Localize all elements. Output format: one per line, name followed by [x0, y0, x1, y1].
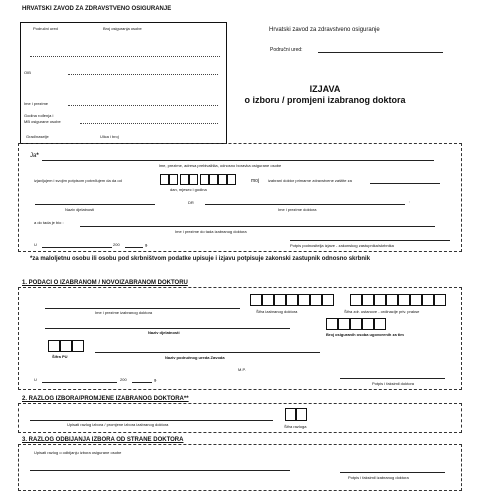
field-razlog-izbora[interactable]	[30, 420, 273, 421]
caption-potpis-3: Potpis i faksimil izabranog doktora	[348, 475, 409, 480]
field-ime[interactable]	[68, 105, 218, 106]
field-oib[interactable]	[68, 74, 218, 75]
insurer-title: HRVATSKI ZAVOD ZA ZDRAVSTVENO OSIGURANJE	[22, 6, 172, 12]
pu-code-cell[interactable]	[48, 340, 60, 352]
label-ulica: Ulica i broj	[100, 134, 119, 139]
section3-title: 3. RAZLOG ODBIJANJA IZBORA OD STRANE DOKTORA	[22, 437, 184, 443]
field-podrucni-ured[interactable]	[318, 52, 443, 53]
field-razlog-odbijanja[interactable]	[30, 470, 290, 471]
caption-naziv-djelatnosti: Naziv djelatnosti	[65, 207, 95, 212]
label-g-1: g.	[154, 377, 158, 382]
insured-count-cell[interactable]	[350, 318, 362, 330]
caption-signature: Potpis podnositelja izjave - zakonskog zastupnika/skrbnika	[290, 243, 394, 248]
field-place[interactable]	[42, 247, 112, 248]
field-naziv-djelatnosti[interactable]	[35, 204, 155, 205]
date-cell[interactable]	[227, 174, 236, 185]
label-izjavljujem: izjavljujem i svojim potpisom potvrđujem da da od	[34, 178, 122, 183]
field-prev-doctor[interactable]	[80, 226, 435, 227]
label-mb: MB osigurane osobe	[24, 119, 61, 124]
field-mb[interactable]	[80, 123, 218, 124]
caption-ime-izabranog: Ime i prezime izabranog doktora	[95, 310, 153, 315]
field-signature-3[interactable]	[340, 472, 445, 473]
date-cell[interactable]	[209, 174, 218, 185]
label-dr: DR	[188, 200, 194, 205]
section1-title: 1. PODACI O IZABRANOM / NOVOIZABRANOM DOKTORU	[22, 280, 188, 286]
field-naziv-ureda[interactable]	[95, 352, 320, 353]
form-subtitle: o izboru / promjeni izabranog doktora	[244, 95, 406, 105]
label-mp: M.P.	[238, 367, 246, 372]
label-broj-osiguranja: Broj osiguranja osobe	[103, 26, 142, 31]
label-podrucni-ured-right: Područni ured:	[270, 47, 303, 53]
pu-code-cell[interactable]	[72, 340, 84, 352]
reason-code-cell[interactable]	[285, 408, 296, 421]
label-izabrani: izabrani doktor primarne zdravstvene zaštite za	[268, 178, 352, 183]
caption-razlog-odbijanja: Upisati razlog o odbijanju izbora osigurane osobe	[34, 450, 122, 455]
institution-code-cell[interactable]	[350, 294, 362, 306]
label-ja: Ja*	[30, 153, 39, 159]
caption-prev-doctor: Ime i prezime do tada izabranog doktora	[175, 229, 247, 234]
caption-date: dan, mjesec i godina	[170, 187, 207, 192]
caption-sifra-razloga: Šifra razloga	[284, 424, 307, 429]
field-ime-doktora[interactable]	[205, 204, 405, 205]
institution-code-cell[interactable]	[398, 294, 410, 306]
doctor-code-cell[interactable]	[262, 294, 274, 306]
caption-ime-doktora: Ime i prezime doktora	[278, 207, 317, 212]
date-cell[interactable]	[200, 174, 209, 185]
label-u-1: U	[34, 377, 37, 382]
caption-naziv-djelatnosti-1: Naziv djelatnosti	[148, 330, 180, 335]
form-title: IZJAVA	[309, 84, 341, 94]
label-oib: OIB	[24, 70, 31, 75]
field-ime-izabranog[interactable]	[45, 308, 240, 309]
caption-sifra-doktora: Šifra izabranog doktora	[256, 309, 298, 314]
insured-count-cell[interactable]	[374, 318, 386, 330]
doctor-code-cell[interactable]	[250, 294, 262, 306]
date-cell[interactable]	[218, 174, 227, 185]
caption-razlog-izbora: Upisati razlog izbora / promjene izbora izabranog doktora	[67, 422, 169, 427]
label-moj: moj	[251, 178, 260, 184]
field-year[interactable]	[125, 247, 143, 248]
label-godina: Godina rođenja i	[24, 113, 54, 118]
date-cell[interactable]	[180, 174, 189, 185]
caption-sifra-ustanove: Šifra zdr. ustanove - ordinacije priv. prakse	[344, 309, 420, 314]
doctor-code-cell[interactable]	[322, 294, 334, 306]
guardian-note: *za maloljetnu osobu ili osobu pod skrbništvom podatke upisuje i izjavu potpisuje zakonski zastupnik odnosno skrbnik	[30, 256, 371, 262]
field-year-1[interactable]	[132, 382, 152, 383]
institution-code-cell[interactable]	[434, 294, 446, 306]
field-djelatnost-za[interactable]	[370, 183, 440, 184]
field-ja[interactable]	[42, 160, 434, 161]
label-podrucni-ured: Područni ured	[33, 26, 58, 31]
doctor-code-cell[interactable]	[274, 294, 286, 306]
date-cell[interactable]	[189, 174, 198, 185]
field-signature-1[interactable]	[340, 378, 445, 379]
field-naziv-djelatnosti-1[interactable]	[45, 328, 290, 329]
insured-count-cell[interactable]	[326, 318, 338, 330]
institution-code-cell[interactable]	[374, 294, 386, 306]
doctor-code-cell[interactable]	[298, 294, 310, 306]
doctor-code-cell[interactable]	[310, 294, 322, 306]
caption-potpis-1: Potpis i faksimil doktora	[372, 381, 415, 386]
institution-name: Hrvatski zavod za zdravstveno osiguranje	[269, 27, 380, 33]
caption-naziv-ureda: Naziv područnog ureda Zavoda	[165, 355, 225, 360]
label-grad: Grad/naselje	[26, 134, 49, 139]
field-line-1[interactable]	[30, 56, 220, 57]
institution-code-cell[interactable]	[386, 294, 398, 306]
caption-name: Ime, prezime, adresa prebivališta, odnosno boravka osigurane osobe	[158, 163, 282, 168]
date-cell[interactable]	[169, 174, 178, 185]
label-u: U	[34, 242, 37, 247]
label-g: g.	[145, 242, 149, 247]
insured-count-cell[interactable]	[338, 318, 350, 330]
comma-separator: ,	[409, 198, 411, 203]
caption-broj-osiguranih: Broj osiguranih osoba ugovorenih za tim	[326, 332, 404, 337]
institution-code-cell[interactable]	[362, 294, 374, 306]
field-signature[interactable]	[290, 240, 450, 241]
insured-count-cell[interactable]	[362, 318, 374, 330]
label-year: 200	[113, 242, 120, 247]
date-cell[interactable]	[160, 174, 169, 185]
label-ime: Ime i prezime	[24, 101, 49, 106]
caption-sifra-pu: Šifra PU	[52, 354, 68, 359]
institution-code-cell[interactable]	[422, 294, 434, 306]
doctor-code-cell[interactable]	[286, 294, 298, 306]
field-place-1[interactable]	[42, 382, 117, 383]
section2-title: 2. RAZLOG IZBORA/PROMJENE IZABRANOG DOKTORA**	[22, 396, 189, 402]
section2-box	[18, 403, 462, 433]
pu-code-cell[interactable]	[60, 340, 72, 352]
insured-info-box	[20, 22, 227, 144]
institution-code-cell[interactable]	[410, 294, 422, 306]
reason-code-cell[interactable]	[296, 408, 307, 421]
label-year-1: 200	[120, 377, 127, 382]
label-a-do: a do tada je bio :	[34, 220, 64, 225]
